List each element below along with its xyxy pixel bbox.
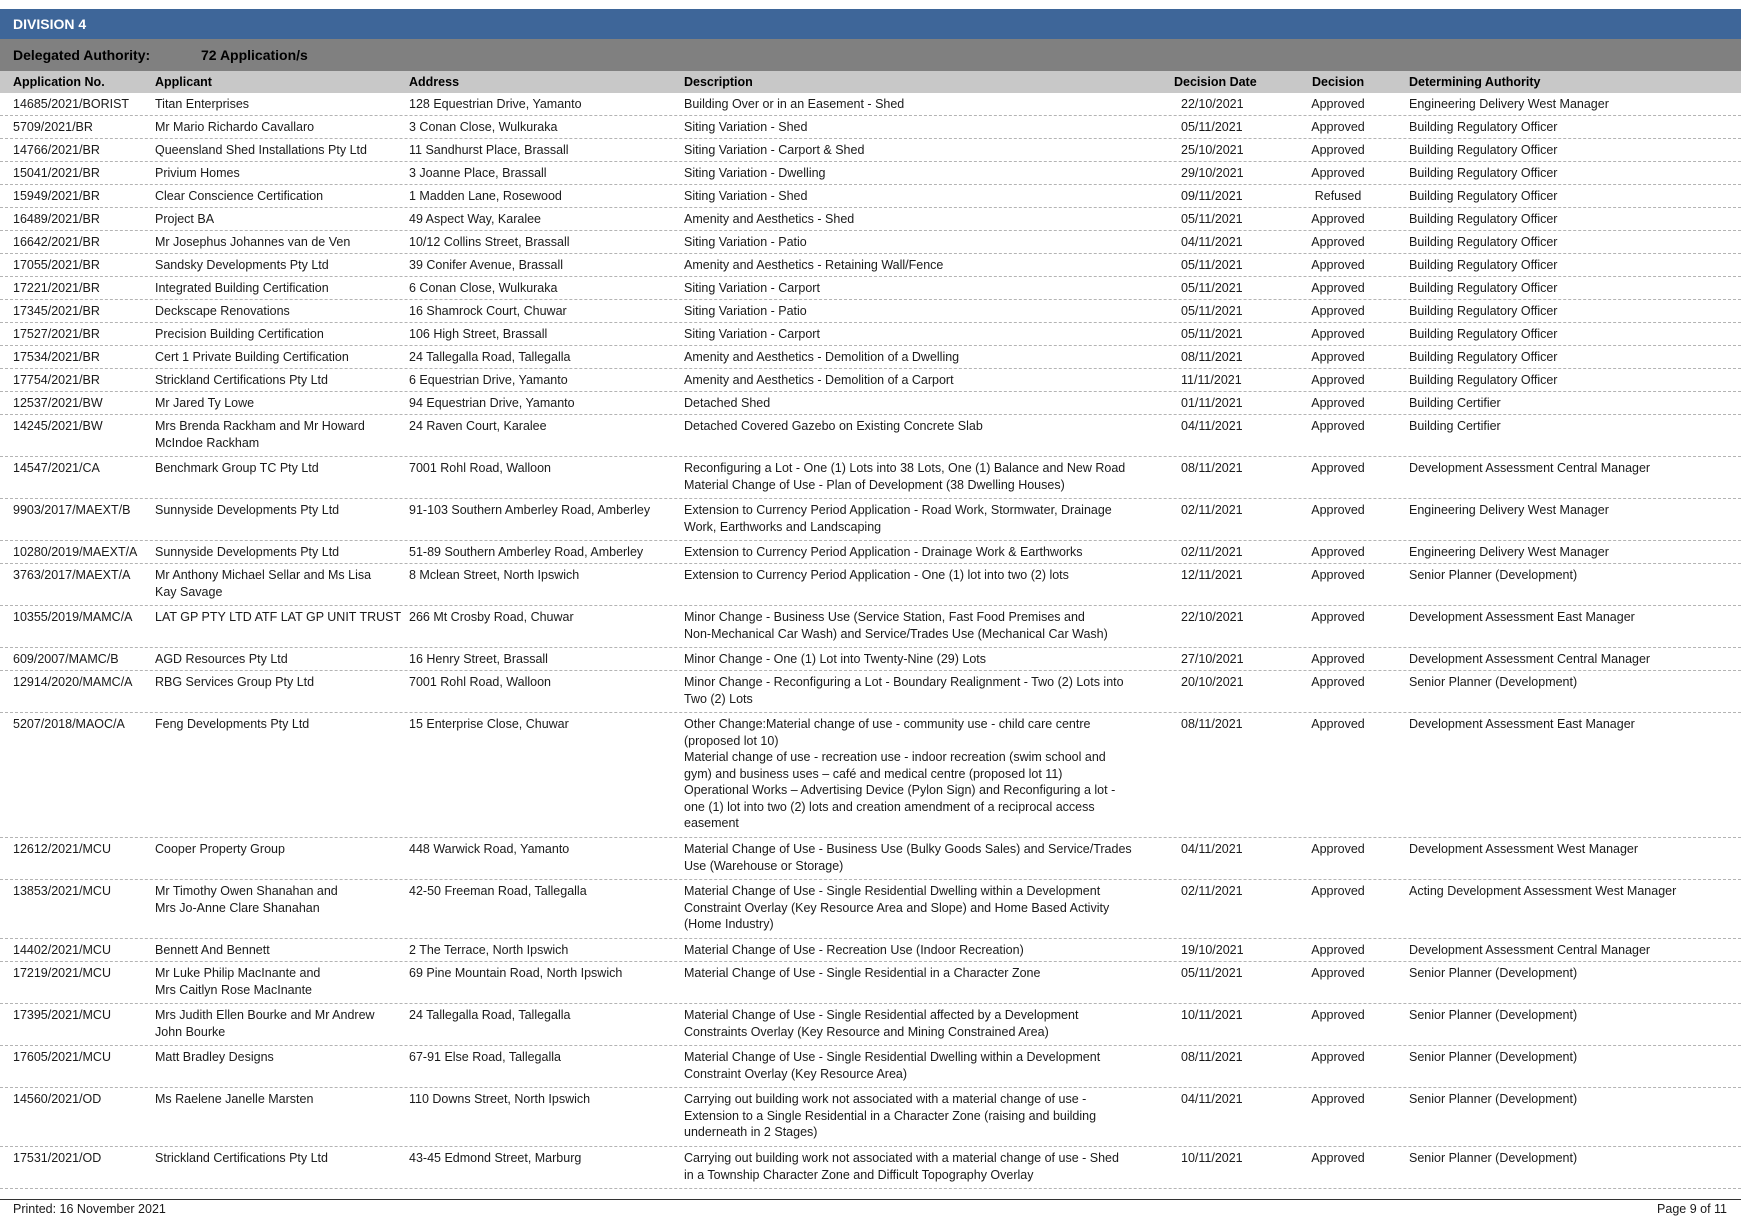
cell-applicant: Cert 1 Private Building Certification (155, 350, 349, 364)
cell-description: Minor Change - Reconfiguring a Lot - Boundary Realignment - Two (2) Lots into Two (2) Lots (684, 675, 1124, 706)
cell-decision: Approved (1311, 503, 1365, 517)
cell-decision-date: 05/11/2021 (1181, 212, 1243, 226)
cell-application-no: 17345/2021/BR (13, 304, 100, 318)
cell-description: Extension to Currency Period Application - One (1) lot into two (2) lots (684, 568, 1069, 582)
cell-decision: Approved (1311, 350, 1365, 364)
cell-decision: Approved (1311, 675, 1365, 689)
cell-application-no: 15041/2021/BR (13, 166, 100, 180)
cell-decision-date: 05/11/2021 (1181, 966, 1243, 980)
cell-decision: Approved (1311, 258, 1365, 272)
cell-applicant: RBG Services Group Pty Ltd (155, 675, 315, 689)
cell-decision-date: 10/11/2021 (1181, 1008, 1243, 1022)
cell-address: 128 Equestrian Drive, Yamanto (409, 97, 582, 111)
cell-application-no: 12914/2020/MAMC/A (13, 675, 133, 689)
delegated-authority-bar (0, 39, 1741, 71)
cell-decision-date: 22/10/2021 (1181, 97, 1244, 111)
cell-applicant: Bennett And Bennett (155, 943, 270, 957)
cell-description: Material Change of Use - Business Use (Bulky Goods Sales) and Service/Trades Use (Warehouse or Storage) (684, 842, 1132, 873)
cell-application-no: 3763/2017/MAEXT/A (13, 568, 131, 582)
cell-decision-date: 05/11/2021 (1181, 258, 1243, 272)
cell-decision: Approved (1311, 396, 1365, 410)
cell-address: 106 High Street, Brassall (409, 327, 548, 341)
cell-determining-authority: Building Certifier (1409, 419, 1501, 433)
table-row (0, 880, 1741, 939)
cell-application-no: 17531/2021/OD (13, 1151, 102, 1165)
cell-decision: Approved (1311, 212, 1365, 226)
table-row (0, 939, 1741, 962)
cell-applicant: Integrated Building Certification (155, 281, 329, 295)
cell-description: Detached Covered Gazebo on Existing Concrete Slab (684, 419, 983, 433)
cell-decision-date: 05/11/2021 (1181, 281, 1243, 295)
cell-application-no: 12612/2021/MCU (13, 842, 111, 856)
cell-determining-authority: Building Certifier (1409, 396, 1501, 410)
cell-decision-date: 02/11/2021 (1181, 545, 1243, 559)
cell-applicant: LAT GP PTY LTD ATF LAT GP UNIT TRUST (155, 610, 402, 624)
table-row (0, 1147, 1741, 1189)
cell-determining-authority: Building Regulatory Officer (1409, 304, 1558, 318)
column-header-description: Description (684, 75, 753, 89)
cell-decision: Approved (1311, 373, 1365, 387)
table-row (0, 162, 1741, 185)
cell-address: 6 Conan Close, Wulkuraka (409, 281, 558, 295)
cell-applicant: Clear Conscience Certification (155, 189, 324, 203)
cell-address: 266 Mt Crosby Road, Chuwar (409, 610, 574, 624)
cell-determining-authority: Development Assessment Central Manager (1409, 652, 1651, 666)
cell-decision: Approved (1311, 842, 1365, 856)
cell-decision: Approved (1311, 235, 1365, 249)
cell-decision: Approved (1311, 1151, 1365, 1165)
cell-applicant: Queensland Shed Installations Pty Ltd (155, 143, 367, 157)
cell-decision: Approved (1311, 461, 1365, 475)
cell-description: Siting Variation - Shed (684, 189, 808, 203)
cell-description: Material Change of Use - Single Residential affected by a Development Constraints Overlay (Key Resource and Mining Constrained Area) (684, 1008, 1079, 1039)
cell-applicant: Sunnyside Developments Pty Ltd (155, 545, 340, 559)
table-row (0, 208, 1741, 231)
cell-decision-date: 29/10/2021 (1181, 166, 1244, 180)
cell-determining-authority: Development Assessment Central Manager (1409, 943, 1651, 957)
cell-decision-date: 20/10/2021 (1181, 675, 1244, 689)
cell-applicant: Strickland Certifications Pty Ltd (155, 1151, 328, 1165)
cell-applicant: Strickland Certifications Pty Ltd (155, 373, 328, 387)
cell-determining-authority: Senior Planner (Development) (1409, 675, 1578, 689)
cell-application-no: 9903/2017/MAEXT/B (13, 503, 131, 517)
cell-description: Material Change of Use - Single Residential in a Character Zone (684, 966, 1041, 980)
cell-address: 110 Downs Street, North Ipswich (409, 1092, 591, 1106)
cell-description: Siting Variation - Shed (684, 120, 808, 134)
cell-decision-date: 01/11/2021 (1181, 396, 1243, 410)
cell-description: Siting Variation - Patio (684, 235, 807, 249)
cell-determining-authority: Senior Planner (Development) (1409, 1092, 1578, 1106)
cell-address: 2 The Terrace, North Ipswich (409, 943, 569, 957)
cell-decision: Approved (1311, 327, 1365, 341)
delegated-authority-label: Delegated Authority: (13, 47, 151, 63)
cell-description: Minor Change - Business Use (Service Station, Fast Food Premises and Non-Mechanical Car Wash) and Service/Trades Use (Mechanical Car Wash) (684, 610, 1108, 641)
cell-application-no: 609/2007/MAMC/B (13, 652, 119, 666)
table-row (0, 713, 1741, 838)
cell-address: 16 Henry Street, Brassall (409, 652, 548, 666)
cell-determining-authority: Development Assessment East Manager (1409, 610, 1635, 624)
cell-address: 24 Raven Court, Karalee (409, 419, 547, 433)
page-number: Page 9 of 11 (1657, 1202, 1727, 1216)
table-row (0, 93, 1741, 116)
division-title: DIVISION 4 (13, 16, 87, 32)
cell-description: Amenity and Aesthetics - Shed (684, 212, 855, 226)
cell-applicant: Sunnyside Developments Pty Ltd (155, 503, 340, 517)
cell-address: 24 Tallegalla Road, Tallegalla (409, 1008, 571, 1022)
cell-determining-authority: Development Assessment West Manager (1409, 842, 1639, 856)
cell-address: 15 Enterprise Close, Chuwar (409, 717, 569, 731)
cell-address: 94 Equestrian Drive, Yamanto (409, 396, 575, 410)
cell-decision: Refused (1314, 189, 1362, 203)
cell-address: 448 Warwick Road, Yamanto (409, 842, 570, 856)
cell-description: Siting Variation - Dwelling (684, 166, 826, 180)
cell-application-no: 14402/2021/MCU (13, 943, 111, 957)
cell-decision-date: 12/11/2021 (1181, 568, 1243, 582)
cell-decision-date: 08/11/2021 (1181, 717, 1243, 731)
cell-address: 49 Aspect Way, Karalee (409, 212, 542, 226)
cell-application-no: 17605/2021/MCU (13, 1050, 111, 1064)
cell-applicant: Project BA (155, 212, 215, 226)
cell-address: 6 Equestrian Drive, Yamanto (409, 373, 568, 387)
cell-address: 3 Joanne Place, Brassall (409, 166, 547, 180)
cell-application-no: 17221/2021/BR (13, 281, 100, 295)
cell-determining-authority: Senior Planner (Development) (1409, 568, 1578, 582)
cell-description: Material Change of Use - Single Residential Dwelling within a Development Constraint Overlay (Key Resource Area) (684, 1050, 1101, 1081)
table-row (0, 277, 1741, 300)
table-row (0, 415, 1741, 457)
column-header-decision-date: Decision Date (1174, 75, 1257, 89)
cell-applicant: Privium Homes (155, 166, 240, 180)
cell-address: 51-89 Southern Amberley Road, Amberley (409, 545, 644, 559)
cell-decision-date: 04/11/2021 (1181, 842, 1243, 856)
cell-decision-date: 05/11/2021 (1181, 304, 1243, 318)
cell-application-no: 17395/2021/MCU (13, 1008, 111, 1022)
printed-date: Printed: 16 November 2021 (13, 1202, 166, 1216)
cell-description: Siting Variation - Carport (684, 327, 820, 341)
cell-determining-authority: Building Regulatory Officer (1409, 373, 1558, 387)
cell-decision: Approved (1311, 120, 1365, 134)
cell-determining-authority: Building Regulatory Officer (1409, 166, 1558, 180)
cell-description: Amenity and Aesthetics - Retaining Wall/Fence (684, 258, 944, 272)
cell-description: Minor Change - One (1) Lot into Twenty-Nine (29) Lots (684, 652, 986, 666)
cell-description: Other Change:Material change of use - community use - child care centre (proposed lot 10) Material change of use - recreation use - indoor recreation (swim school and gym) and business uses – café and medical centre (proposed lot 11) Operational Works – Advertising Device (Pylon Sign) and Reconfiguring a lot - one (1) lot into two (2) lots and creation amendment of a reciprocal access easement (684, 717, 1116, 830)
cell-determining-authority: Building Regulatory Officer (1409, 189, 1558, 203)
cell-determining-authority: Building Regulatory Officer (1409, 258, 1558, 272)
cell-applicant: Titan Enterprises (155, 97, 250, 111)
cell-description: Extension to Currency Period Application - Road Work, Stormwater, Drainage Work, Earthworks and Landscaping (684, 503, 1112, 534)
cell-address: 7001 Rohl Road, Walloon (409, 461, 551, 475)
cell-address: 69 Pine Mountain Road, North Ipswich (409, 966, 623, 980)
cell-application-no: 14685/2021/BORIST (13, 97, 130, 111)
cell-address: 8 Mclean Street, North Ipswich (409, 568, 580, 582)
cell-decision-date: 10/11/2021 (1181, 1151, 1243, 1165)
cell-decision-date: 27/10/2021 (1181, 652, 1244, 666)
column-header-determining-authority: Determining Authority (1409, 75, 1541, 89)
cell-applicant: Matt Bradley Designs (155, 1050, 274, 1064)
cell-application-no: 16489/2021/BR (13, 212, 100, 226)
table-row (0, 116, 1741, 139)
table-row (0, 392, 1741, 415)
cell-address: 10/12 Collins Street, Brassall (409, 235, 570, 249)
cell-decision: Approved (1311, 966, 1365, 980)
cell-determining-authority: Building Regulatory Officer (1409, 327, 1558, 341)
cell-address: 3 Conan Close, Wulkuraka (409, 120, 558, 134)
cell-description: Amenity and Aesthetics - Demolition of a Dwelling (684, 350, 960, 364)
cell-applicant: Mrs Brenda Rackham and Mr Howard McIndoe Rackham (155, 419, 365, 450)
cell-application-no: 10280/2019/MAEXT/A (13, 545, 138, 559)
cell-determining-authority: Building Regulatory Officer (1409, 143, 1558, 157)
cell-description: Siting Variation - Carport (684, 281, 820, 295)
cell-determining-authority: Engineering Delivery West Manager (1409, 545, 1609, 559)
cell-determining-authority: Senior Planner (Development) (1409, 1008, 1578, 1022)
cell-decision-date: 02/11/2021 (1181, 884, 1243, 898)
cell-determining-authority: Engineering Delivery West Manager (1409, 97, 1609, 111)
cell-decision: Approved (1311, 1008, 1365, 1022)
column-header-application-no: Application No. (13, 75, 105, 89)
cell-applicant: Deckscape Renovations (155, 304, 290, 318)
table-row (0, 323, 1741, 346)
cell-description: Material Change of Use - Single Residential Dwelling within a Development Constraint Overlay (Key Resource Area and Slope) and Home Based Activity (Home Industry) (684, 884, 1110, 931)
cell-decision-date: 02/11/2021 (1181, 503, 1243, 517)
column-header-address: Address (409, 75, 460, 89)
cell-decision-date: 19/10/2021 (1181, 943, 1244, 957)
cell-applicant: Mr Anthony Michael Sellar and Ms Lisa Kay Savage (155, 568, 372, 599)
cell-decision: Approved (1311, 568, 1365, 582)
cell-address: 67-91 Else Road, Tallegalla (409, 1050, 561, 1064)
cell-application-no: 17527/2021/BR (13, 327, 100, 341)
cell-description: Reconfiguring a Lot - One (1) Lots into 38 Lots, One (1) Balance and New Road Material Change of Use - Plan of Development (38 Dwelling Houses) (684, 461, 1126, 492)
cell-description: Extension to Currency Period Application - Drainage Work & Earthworks (684, 545, 1083, 559)
cell-determining-authority: Senior Planner (Development) (1409, 966, 1578, 980)
cell-description: Amenity and Aesthetics - Demolition of a Carport (684, 373, 954, 387)
cell-application-no: 10355/2019/MAMC/A (13, 610, 133, 624)
cell-determining-authority: Development Assessment East Manager (1409, 717, 1635, 731)
cell-address: 43-45 Edmond Street, Marburg (409, 1151, 582, 1165)
table-row (0, 499, 1741, 541)
cell-determining-authority: Senior Planner (Development) (1409, 1050, 1578, 1064)
cell-decision: Approved (1311, 281, 1365, 295)
table-row (0, 1088, 1741, 1147)
cell-decision: Approved (1311, 610, 1365, 624)
cell-applicant: Mr Mario Richardo Cavallaro (155, 120, 315, 134)
cell-applicant: Ms Raelene Janelle Marsten (155, 1092, 314, 1106)
cell-application-no: 17055/2021/BR (13, 258, 100, 272)
cell-application-no: 17219/2021/MCU (13, 966, 111, 980)
cell-decision-date: 22/10/2021 (1181, 610, 1244, 624)
cell-applicant: Mrs Judith Ellen Bourke and Mr Andrew John Bourke (155, 1008, 375, 1039)
cell-applicant: Mr Josephus Johannes van de Ven (155, 235, 351, 249)
cell-applicant: Mr Luke Philip MacInante and Mrs Caitlyn Rose MacInante (155, 966, 321, 997)
table-row (0, 369, 1741, 392)
cell-decision-date: 04/11/2021 (1181, 235, 1243, 249)
table-row (0, 648, 1741, 671)
table-row (0, 457, 1741, 499)
column-header-applicant: Applicant (155, 75, 212, 89)
table-row (0, 185, 1741, 208)
cell-application-no: 15949/2021/BR (13, 189, 100, 203)
cell-decision-date: 05/11/2021 (1181, 120, 1243, 134)
cell-applicant: Feng Developments Pty Ltd (155, 717, 310, 731)
table-row (0, 606, 1741, 648)
cell-determining-authority: Engineering Delivery West Manager (1409, 503, 1609, 517)
cell-determining-authority: Building Regulatory Officer (1409, 281, 1558, 295)
cell-description: Building Over or in an Easement - Shed (684, 97, 905, 111)
cell-decision-date: 25/10/2021 (1181, 143, 1244, 157)
table-row (0, 541, 1741, 564)
cell-decision-date: 04/11/2021 (1181, 1092, 1243, 1106)
cell-determining-authority: Building Regulatory Officer (1409, 235, 1558, 249)
cell-description: Carrying out building work not associated with a material change of use - Shed in a Township Character Zone and Difficult Topography Overlay (684, 1151, 1119, 1182)
table-row (0, 671, 1741, 713)
cell-application-no: 14766/2021/BR (13, 143, 100, 157)
cell-applicant: Precision Building Certification (155, 327, 324, 341)
cell-determining-authority: Development Assessment Central Manager (1409, 461, 1651, 475)
cell-decision-date: 05/11/2021 (1181, 327, 1243, 341)
cell-application-no: 12537/2021/BW (13, 396, 103, 410)
cell-decision: Approved (1311, 166, 1365, 180)
cell-decision: Approved (1311, 884, 1365, 898)
cell-address: 1 Madden Lane, Rosewood (409, 189, 562, 203)
division-header (0, 9, 1741, 39)
table-row (0, 346, 1741, 369)
cell-decision-date: 08/11/2021 (1181, 350, 1243, 364)
cell-decision-date: 08/11/2021 (1181, 461, 1243, 475)
cell-applicant: AGD Resources Pty Ltd (155, 652, 288, 666)
footer-divider (0, 1199, 1741, 1200)
cell-applicant: Mr Jared Ty Lowe (155, 396, 255, 410)
cell-description: Siting Variation - Carport & Shed (684, 143, 865, 157)
cell-decision: Approved (1311, 1050, 1365, 1064)
cell-decision: Approved (1311, 419, 1365, 433)
cell-decision: Approved (1311, 717, 1365, 731)
table-row (0, 564, 1741, 606)
table-header (0, 71, 1741, 93)
cell-address: 16 Shamrock Court, Chuwar (409, 304, 567, 318)
cell-application-no: 14560/2021/OD (13, 1092, 102, 1106)
table-row (0, 300, 1741, 323)
table-row (0, 231, 1741, 254)
cell-decision: Approved (1311, 304, 1365, 318)
cell-application-no: 13853/2021/MCU (13, 884, 111, 898)
cell-applicant: Benchmark Group TC Pty Ltd (155, 461, 319, 475)
cell-decision-date: 09/11/2021 (1181, 189, 1243, 203)
cell-application-no: 16642/2021/BR (13, 235, 100, 249)
cell-address: 39 Conifer Avenue, Brassall (409, 258, 564, 272)
cell-determining-authority: Building Regulatory Officer (1409, 120, 1558, 134)
table-row (0, 254, 1741, 277)
cell-decision-date: 11/11/2021 (1181, 373, 1242, 387)
cell-applicant: Mr Timothy Owen Shanahan and Mrs Jo-Anne Clare Shanahan (155, 884, 338, 915)
cell-decision: Approved (1311, 1092, 1365, 1106)
cell-application-no: 14245/2021/BW (13, 419, 103, 433)
cell-address: 42-50 Freeman Road, Tallegalla (409, 884, 587, 898)
cell-address: 24 Tallegalla Road, Tallegalla (409, 350, 571, 364)
cell-determining-authority: Building Regulatory Officer (1409, 212, 1558, 226)
cell-decision: Approved (1311, 545, 1365, 559)
cell-determining-authority: Acting Development Assessment West Manager (1409, 884, 1677, 898)
cell-address: 11 Sandhurst Place, Brassall (409, 143, 569, 157)
cell-address: 91-103 Southern Amberley Road, Amberley (409, 503, 651, 517)
cell-decision: Approved (1311, 143, 1365, 157)
table-row (0, 1046, 1741, 1088)
cell-determining-authority: Senior Planner (Development) (1409, 1151, 1578, 1165)
cell-decision: Approved (1311, 652, 1365, 666)
table-row (0, 962, 1741, 1004)
cell-description: Material Change of Use - Recreation Use (Indoor Recreation) (684, 943, 1024, 957)
application-count: 72 Application/s (201, 47, 308, 63)
cell-applicant: Sandsky Developments Pty Ltd (155, 258, 329, 272)
table-row (0, 1004, 1741, 1046)
table-row (0, 139, 1741, 162)
cell-applicant: Cooper Property Group (155, 842, 285, 856)
cell-application-no: 17534/2021/BR (13, 350, 100, 364)
table-row (0, 838, 1741, 880)
cell-decision-date: 08/11/2021 (1181, 1050, 1243, 1064)
cell-application-no: 14547/2021/CA (13, 461, 100, 475)
cell-description: Siting Variation - Patio (684, 304, 807, 318)
cell-decision: Approved (1311, 943, 1365, 957)
cell-address: 7001 Rohl Road, Walloon (409, 675, 551, 689)
cell-application-no: 5709/2021/BR (13, 120, 93, 134)
cell-application-no: 5207/2018/MAOC/A (13, 717, 125, 731)
cell-description: Carrying out building work not associated with a material change of use - Extension to a Single Residential in a Character Zone (raising and building underneath in 2 Stages) (684, 1092, 1097, 1139)
cell-description: Detached Shed (684, 396, 771, 410)
cell-decision-date: 04/11/2021 (1181, 419, 1243, 433)
cell-decision: Approved (1311, 97, 1365, 111)
cell-determining-authority: Building Regulatory Officer (1409, 350, 1558, 364)
cell-application-no: 17754/2021/BR (13, 373, 100, 387)
column-header-decision: Decision (1312, 75, 1365, 89)
